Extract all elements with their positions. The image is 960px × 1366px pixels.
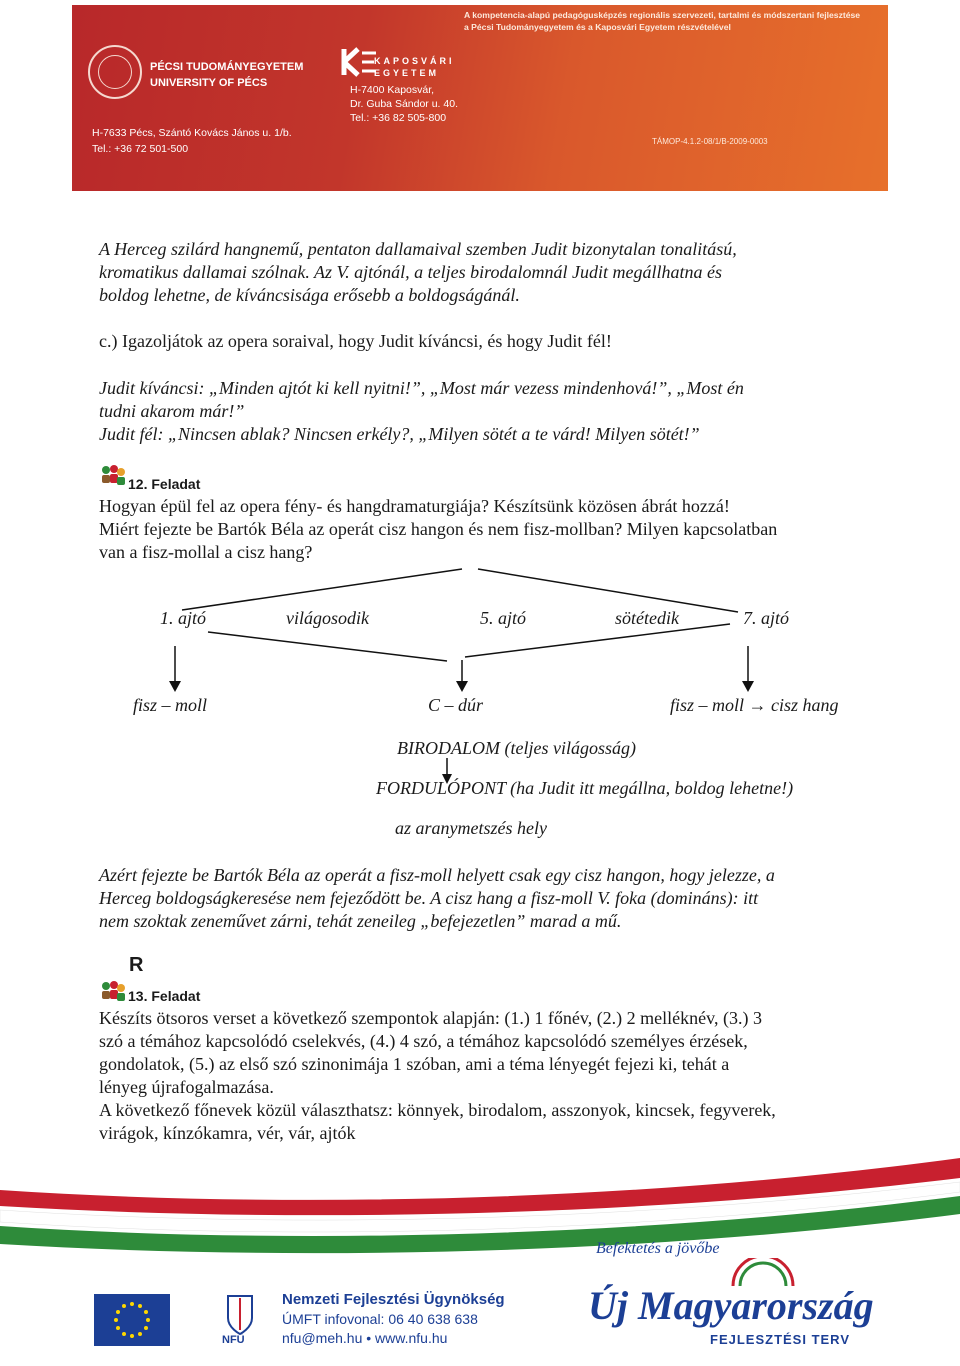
ke-name-1: KAPOSVÁRI <box>374 56 455 66</box>
birodalom-label: BIRODALOM (teljes világosság) <box>397 738 636 758</box>
golden-section-label: az aranymetszés hely <box>395 818 547 838</box>
key-right-minor: fisz – moll <box>670 695 745 715</box>
conclusion-line: nem szoktak zeneművet zárni, tehát zeneileg „befejezetlen” marad a mű. <box>99 911 622 931</box>
nfu-phone: ÚMFT infovonal: 06 40 638 638 <box>282 1311 478 1327</box>
task-c-question: c.) Igazoljátok az opera soraival, hogy Judit kíváncsi, és hogy Judit fél! <box>99 331 612 351</box>
door-5-label: 5. ajtó <box>480 608 527 628</box>
quote-line: Judit kíváncsi: „Minden ajtót ki kell nyitni!”, „Most már vezess mindenhová!”, „Most én <box>99 378 744 398</box>
quote-line: tudni akarom már!” <box>99 401 245 421</box>
pte-address <box>92 125 292 157</box>
tagline-line-2: a Pécsi Tudományegyetem és a Kaposvári Egyetem részvételével <box>464 22 731 32</box>
door-1-label: 1. ajtó <box>160 608 207 628</box>
nfu-title: Nemzeti Fejlesztési Ügynökség <box>282 1291 505 1308</box>
ke-phone: Tel.: +36 82 505-800 <box>350 112 447 124</box>
slogan: Befektetés a jövőbe <box>596 1240 720 1257</box>
page-header-banner <box>72 5 888 191</box>
r-mark: R <box>129 954 144 976</box>
project-code: TÁMOP-4.1.2-08/1/B-2009-0003 <box>652 137 768 146</box>
nfu-contact-block <box>282 1290 505 1348</box>
ke-name-2: EGYETEM <box>374 68 440 78</box>
pte-seal-icon <box>88 45 142 99</box>
task-12-text: Hogyan épül fel az opera fény- és hangdramaturgiája? Készítsünk közösen ábrát hozzá! <box>99 496 730 516</box>
task-13-text: A következő főnevek közül választhatsz: könnyek, birodalom, asszonyok, kincsek, fegyverek, <box>99 1100 776 1120</box>
pte-name-hu: PÉCSI TUDOMÁNYEGYETEM <box>150 61 304 73</box>
conclusion-line: Herceg boldogságkeresése nem fejeződött be. A cisz hang a fisz-moll V. foka (domináns): itt <box>99 888 759 908</box>
task-13-text: Készíts ötsoros verset a következő szempontok alapján: (1.) 1 főnév, (2.) 2 melléknév, (3.) 3 <box>99 1008 762 1028</box>
darkens-label: sötétedik <box>615 608 679 628</box>
quote-line: Judit fél: „Nincsen ablak? Nincsen erkély?, „Milyen sötét a te várd! Milyen sötét!” <box>99 424 700 444</box>
nfu-logo-text: NFÜ <box>222 1334 245 1346</box>
group-work-icon <box>100 464 126 488</box>
arrow-door7-head <box>742 681 754 692</box>
task-12-label: 12. Feladat <box>128 476 201 492</box>
arch-line-right-down <box>478 569 738 612</box>
key-middle: C – dúr <box>428 695 484 715</box>
key-right-csharp: cisz hang <box>771 695 839 715</box>
ke-address-2: Dr. Guba Sándor u. 40. <box>350 98 458 110</box>
task-13-label: 13. Feladat <box>128 988 201 1004</box>
group-work-icon <box>100 980 126 1002</box>
paragraph-line: kromatikus dallamai szólnak. Az V. ajtónál, a teljes birodalomnál Judit megállhatna és <box>99 262 722 282</box>
um-title: Új Magyarország <box>588 1283 874 1328</box>
task-13-text: szó a témához kapcsolódó cselekvés, (4.) 4 szó, a témához kapcsolódó személyes érzések, <box>99 1031 748 1051</box>
right-arrow-icon: → <box>748 695 767 715</box>
conclusion-line: Azért fejezte be Bartók Béla az operát a fisz-moll helyett csak egy cisz hangon, hogy jelezze, a <box>99 865 775 885</box>
task-13-text: gondolatok, (5.) az első szó szinonimája 1 szóban, ami a téma lényegét fejezi ki, tehát a <box>99 1054 730 1074</box>
eu-flag-icon <box>94 1294 170 1346</box>
task-13-text: virágok, kínzókamra, vér, vár, ajtók <box>99 1123 356 1143</box>
paragraph-line: A Herceg szilárd hangnemű, pentaton dallamaival szemben Judit bizonytalan tonalitású, <box>99 239 737 259</box>
turning-point-label: FORDULÓPONT (ha Judit itt megállna, boldog lehetne!) <box>376 778 794 798</box>
tagline-line-1: A kompetencia-alapú pedagógusképzés regionális szervezeti, tartalmi és módszertani fejlesztése <box>464 10 861 20</box>
paragraph-line: boldog lehetne, de kíváncsisága erősebb a boldogságánál. <box>99 285 520 305</box>
pte-name <box>150 59 303 91</box>
door-7-label: 7. ajtó <box>743 608 790 628</box>
arch-line-left-low <box>208 632 447 661</box>
arrow-door1-head <box>169 681 181 692</box>
um-subtitle: FEJLESZTÉSI TERV <box>710 1332 851 1347</box>
ke-address <box>350 83 458 125</box>
arrow-door5-head <box>456 681 468 692</box>
key-left: fisz – moll <box>133 695 208 715</box>
opera-dramaturgy-diagram <box>0 560 960 800</box>
pte-phone: Tel.: +36 72 501-500 <box>92 143 189 155</box>
brightens-label: világosodik <box>286 608 369 628</box>
project-tagline <box>464 9 880 33</box>
nfu-contact: nfu@meh.hu • www.nfu.hu <box>282 1330 448 1346</box>
pte-address-line: H-7633 Pécs, Szántó Kovács János u. 1/b. <box>92 127 292 139</box>
arch-line-left-up <box>182 569 462 610</box>
task-12-text: van a fisz-mollal a cisz hang? <box>99 542 313 562</box>
pte-name-en: UNIVERSITY OF PÉCS <box>150 77 268 89</box>
task-12-text: Miért fejezte be Bartók Béla az operát cisz hangon és nem fisz-mollban? Milyen kapcsolatban <box>99 519 778 539</box>
key-right <box>670 694 839 717</box>
task-13-text: lényeg újrafogalmazása. <box>99 1077 274 1097</box>
ke-address-1: H-7400 Kaposvár, <box>350 84 435 96</box>
